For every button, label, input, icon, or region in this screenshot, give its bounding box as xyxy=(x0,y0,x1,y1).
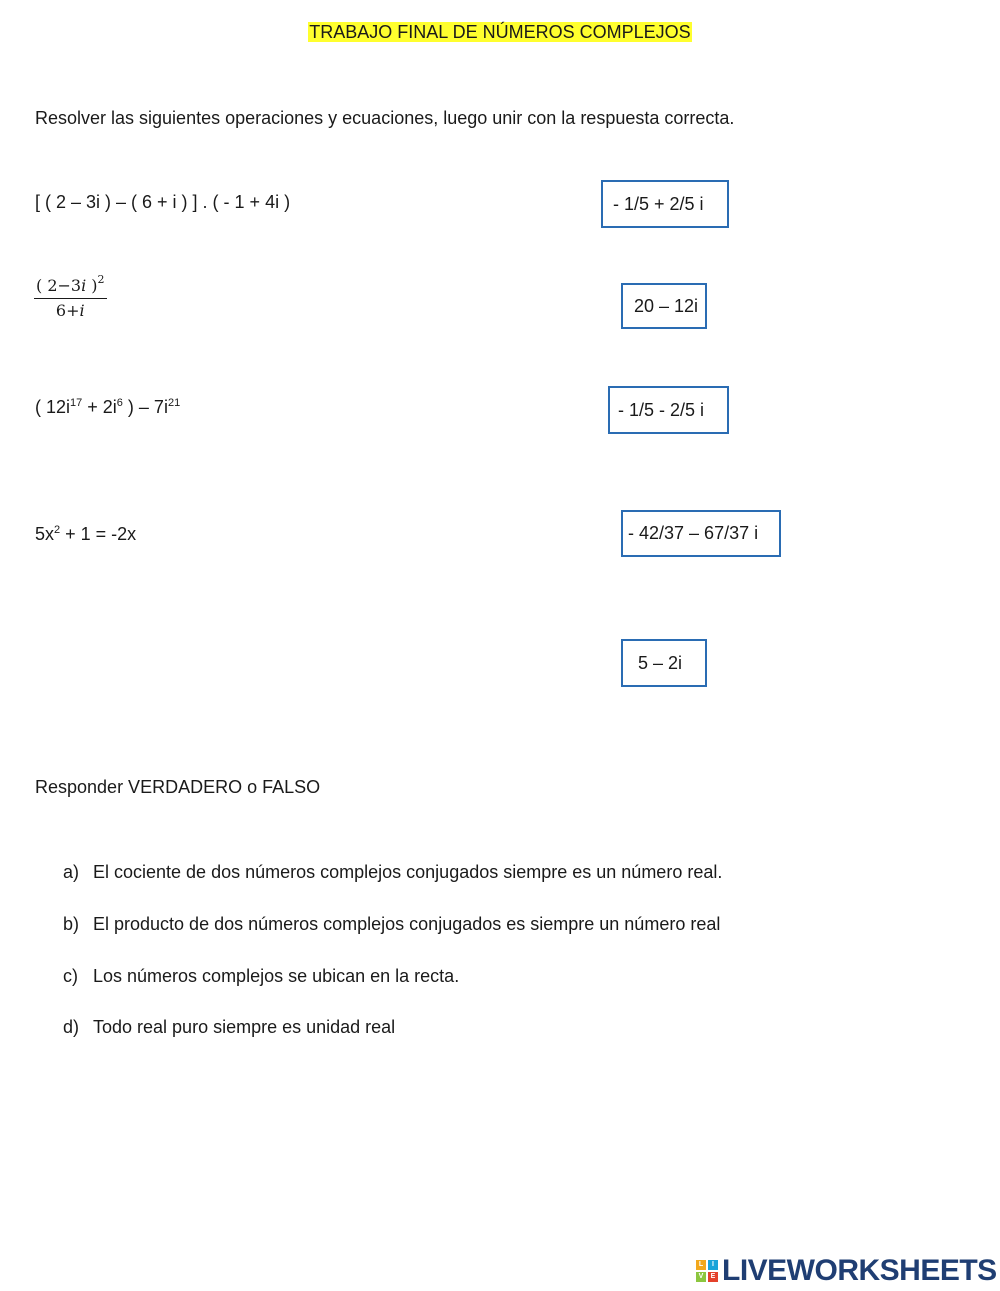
liveworksheets-logo xyxy=(696,1254,997,1288)
logo-tile-i: I xyxy=(708,1260,718,1270)
problem-3: ( $12i^{17} + 2i^6$ ) – $7i^{21}$ xyxy=(35,397,181,417)
answer-box-3[interactable]: - 1/5 - 2/5 i xyxy=(608,386,729,434)
fraction-numerator: ( 2−3i )$^2$ xyxy=(34,276,107,299)
tf-item-a: a) El cociente de dos números complejos conjugados siempre es un número real. xyxy=(63,862,723,882)
instructions: Resolver las siguientes operaciones y ecuaciones, luego unir con la respuesta correcta. xyxy=(35,108,735,128)
problem-4: $5x^2 + 1 = -2x$ xyxy=(35,524,137,544)
logo-tile-l: L xyxy=(696,1260,706,1270)
problem-1: [ ( 2 – 3i ) – ( 6 + i ) ] . ( - 1 + 4i ) xyxy=(35,192,291,212)
page-title-text: TRABAJO FINAL DE NÚMEROS COMPLEJOS xyxy=(309,22,691,42)
tf-item-c: c) Los números complejos se ubican en la recta. xyxy=(63,966,460,986)
logo-tile-e: E xyxy=(708,1272,718,1282)
tf-item-b: b) El producto de dos números complejos conjugados es siempre un número real xyxy=(63,914,721,934)
tf-item-d: d) Todo real puro siempre es unidad real xyxy=(63,1017,396,1037)
problem-2-fraction xyxy=(34,273,107,320)
fraction-denominator: 6+i xyxy=(55,301,85,320)
answer-box-4[interactable]: - 42/37 – 67/37 i xyxy=(621,510,781,557)
liveworksheets-logo-text: LIVEWORKSHEETS xyxy=(722,1254,997,1287)
liveworksheets-logo-icon xyxy=(696,1260,718,1282)
logo-tile-v: V xyxy=(696,1272,706,1282)
answer-box-2[interactable]: 20 – 12i xyxy=(621,283,707,329)
true-false-heading: Responder VERDADERO o FALSO xyxy=(35,777,321,797)
answer-box-5[interactable]: 5 – 2i xyxy=(621,639,707,687)
answer-box-1[interactable]: - 1/5 + 2/5 i xyxy=(601,180,729,228)
page-title xyxy=(0,22,1000,43)
